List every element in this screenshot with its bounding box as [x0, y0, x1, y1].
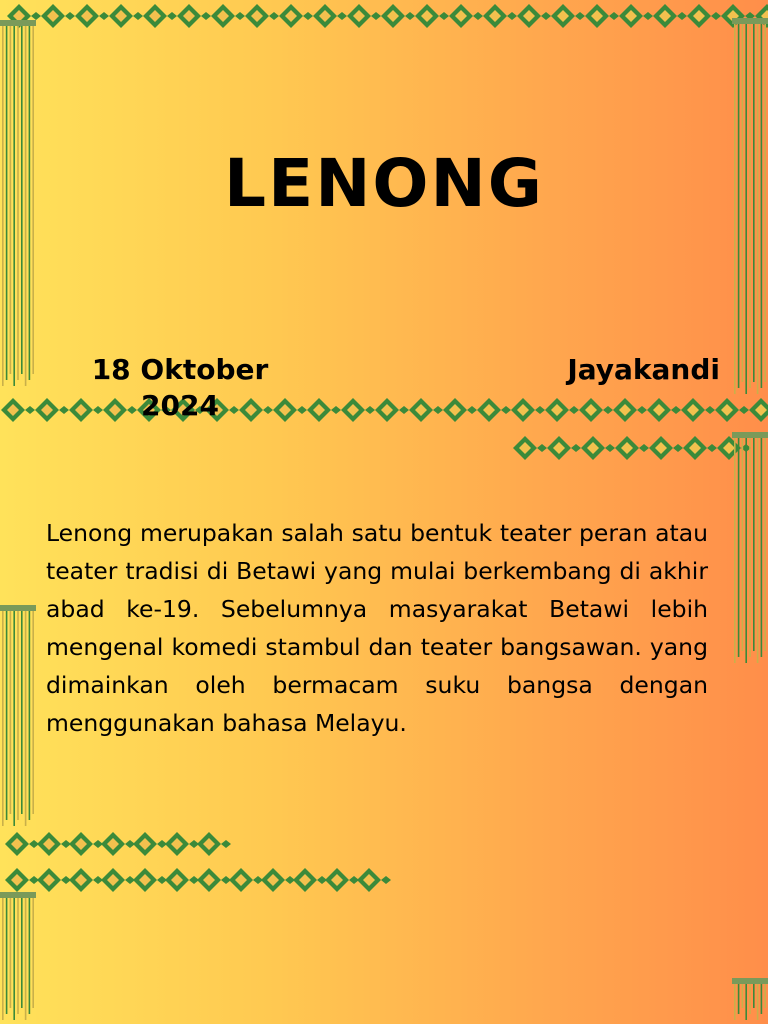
body-paragraph: Lenong merupakan salah satu bentuk teater peran atau teater tradisi di Betawi yang mulai berkembang di akhir abad ke-19. Sebelumnya masyarakat Betawi lebih mengenal komedi stambul dan teater bangsawan. yang dimainkan oleh bermacam suku bangsa dengan menggunakan bahasa Melayu.	[46, 519, 708, 737]
right-fringe-bottom	[732, 978, 768, 1024]
date-label: 18 Oktober 2024	[91, 353, 269, 422]
page-title: LENONG	[224, 145, 544, 222]
middle-diamond-border-short	[508, 432, 768, 468]
place-label: Jayakandi	[567, 353, 720, 386]
top-diamond-border	[0, 0, 768, 36]
lower-diamond-border-short	[0, 828, 240, 864]
lower-diamond-border	[0, 864, 400, 900]
left-fringe-bottom	[0, 892, 36, 1024]
left-fringe-middle	[0, 605, 36, 830]
right-fringe-middle	[732, 432, 768, 667]
